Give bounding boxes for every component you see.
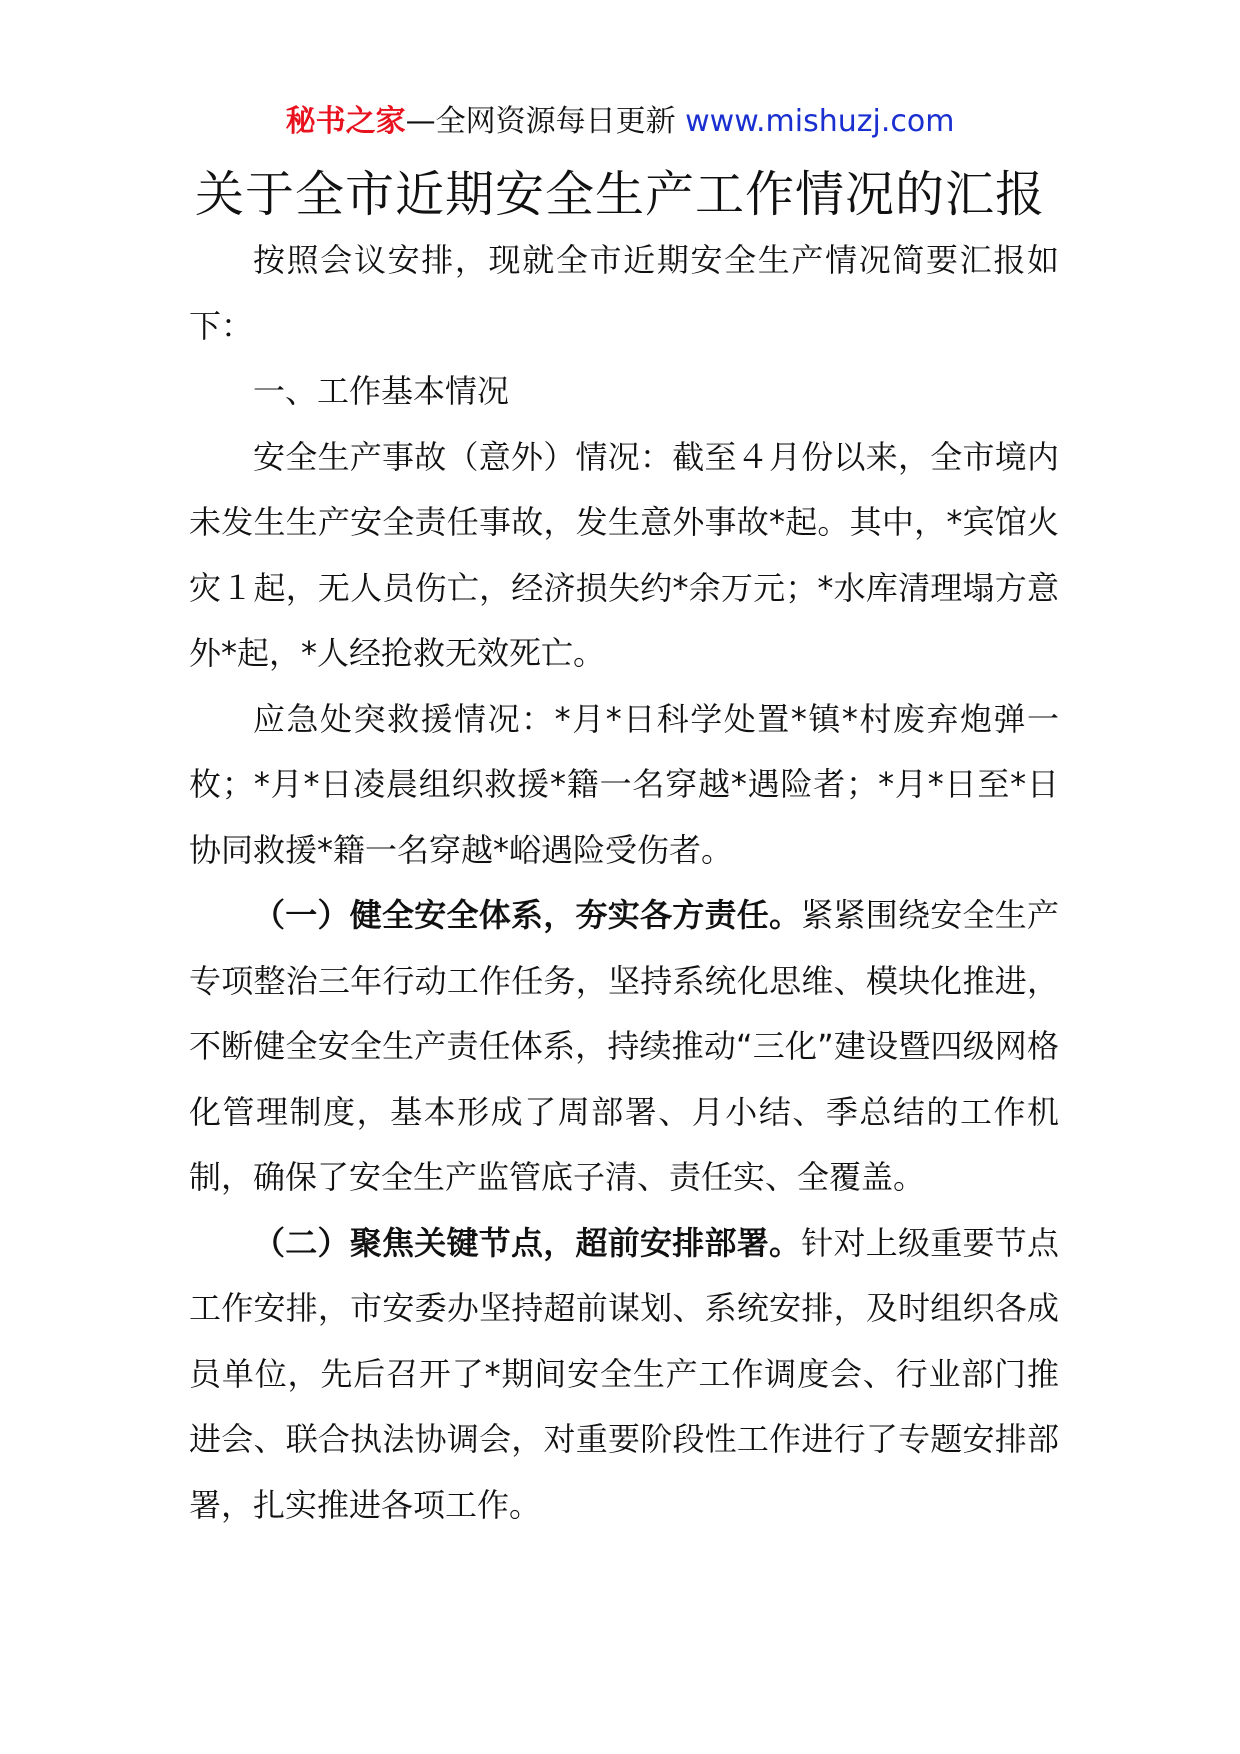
intro-paragraph: 按照会议安排，现就全市近期安全生产情况简要汇报如下：	[189, 241, 1059, 345]
item-1-heading: （一）健全安全体系，夯实各方责任。	[253, 896, 802, 934]
brand-name: 秘书之家	[285, 104, 406, 139]
item-2-heading: （二）聚焦关键节点，超前安排部署。	[253, 1223, 802, 1262]
item-1-text: 紧紧围绕安全生产专项整治三年行动工作任务，坚持系统化思维、模块化推进，不断健全安全生产责任体系，持续推动“三化”建设暨四级网格化管理制度，基本形成了周部署、月小结、季总结的工作机制，确保了安全生产监管底子清、责任实、全覆盖。	[189, 896, 1059, 1196]
rescue-paragraph: 应急处突救援情况：*月*日科学处置*镇*村废弃炮弹一枚；*月*日凌晨组织救援*籍一名穿越*遇险者；*月*日至*日协同救援*籍一名穿越*峪遇险受伤者。	[189, 699, 1059, 869]
site-header	[0, 100, 1240, 144]
document-body	[189, 228, 1059, 1538]
item-2-paragraph	[189, 1211, 1059, 1539]
site-tagline: —全网资源每日更新	[405, 104, 676, 139]
site-url-link[interactable]: www.mishuzj.com	[685, 104, 955, 139]
item-1-paragraph	[189, 883, 1059, 1211]
document-title: 关于全市近期安全生产工作情况的汇报	[194, 166, 1045, 223]
section-heading: 一、工作基本情况	[253, 372, 510, 410]
item-2-text: 针对上级重要节点工作安排，市安委办坚持超前谋划、系统安排，及时组织各成员单位，先后召开了*期间安全生产工作调度会、行业部门推进会、联合执法协调会，对重要阶段性工作进行了专题安排部署，扎实推进各项工作。	[189, 1223, 1059, 1524]
accident-paragraph: 安全生产事故（意外）情况：截至４月份以来，全市境内未发生生产安全责任事故，发生意外事故*起。其中，*宾馆火灾１起，无人员伤亡，经济损失约*余万元；*水库清理塌方意外*起，*人经抢救无效死亡。	[189, 437, 1059, 672]
